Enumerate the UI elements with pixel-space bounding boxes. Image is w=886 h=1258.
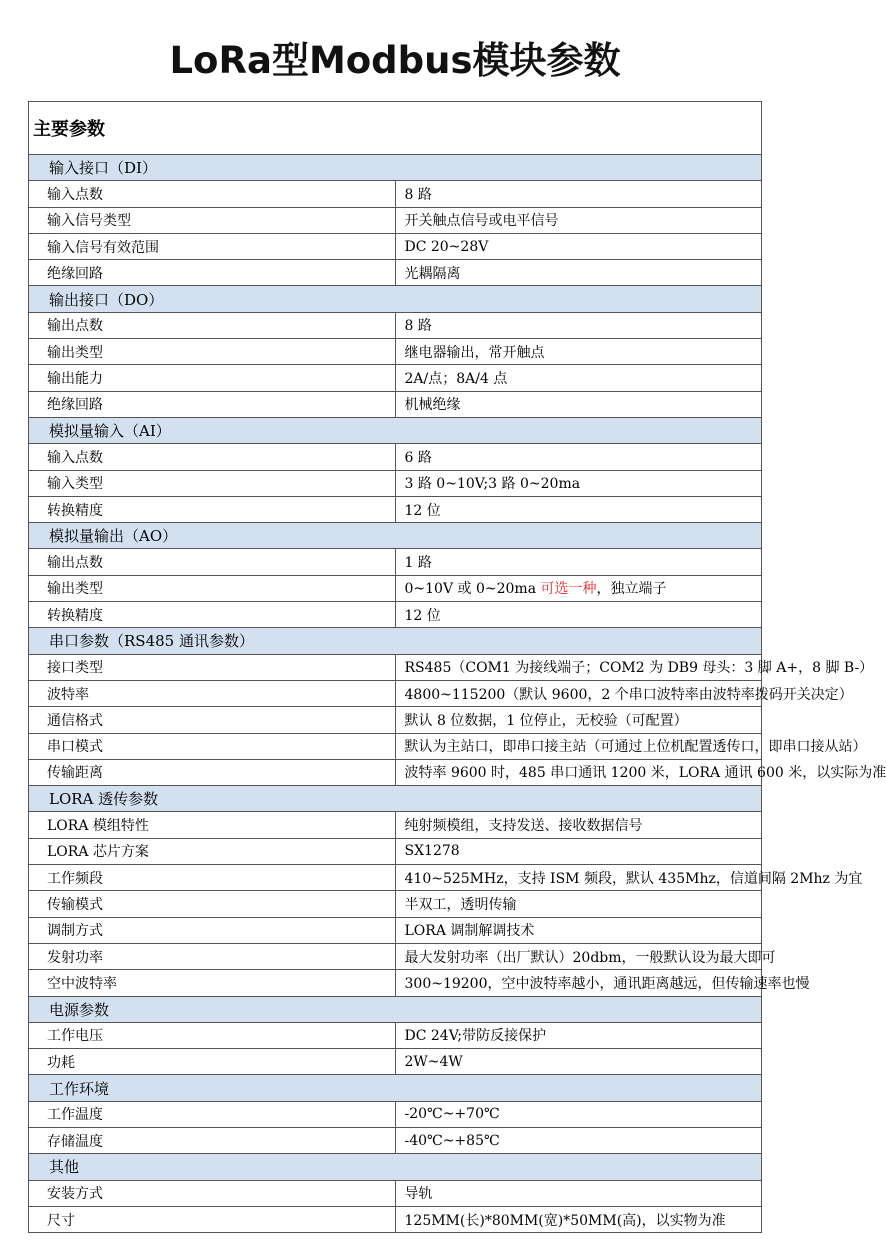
table-row <box>29 917 762 943</box>
param-value: 机械绝缘 <box>395 391 762 417</box>
table-row <box>29 1180 762 1206</box>
param-name: 输入类型 <box>29 470 396 496</box>
param-name: 空中波特率 <box>29 970 396 996</box>
table-row <box>29 680 762 706</box>
param-name: 绝缘回路 <box>29 391 396 417</box>
table-row <box>29 207 762 233</box>
param-value: 波特率 9600 时，485 串口通讯 1200 米，LORA 通讯 600 米，以实际为准 <box>395 759 762 785</box>
param-value: SX1278 <box>395 838 762 864</box>
param-value: 12 位 <box>395 496 762 522</box>
table-row <box>29 838 762 864</box>
param-name: 转换精度 <box>29 602 396 628</box>
param-name: 波特率 <box>29 680 396 706</box>
param-value: 继电器输出，常开触点 <box>395 339 762 365</box>
param-value: 125MM(长)*80MM(宽)*50MM(高)，以实物为准 <box>395 1206 762 1232</box>
param-value: -40℃~+85℃ <box>395 1127 762 1153</box>
section-header-row <box>29 286 762 312</box>
param-name: 输出点数 <box>29 549 396 575</box>
table-row <box>29 233 762 259</box>
param-value: 默认为主站口，即串口接主站（可通过上位机配置透传口，即串口接从站） <box>395 733 762 759</box>
param-name: 功耗 <box>29 1049 396 1075</box>
table-row <box>29 1206 762 1232</box>
table-row <box>29 865 762 891</box>
section-header-row <box>29 1154 762 1180</box>
param-name: 输入信号类型 <box>29 207 396 233</box>
table-row <box>29 496 762 522</box>
section-header-row <box>29 628 762 654</box>
param-value: DC 24V;带防反接保护 <box>395 1022 762 1048</box>
section-header-row <box>29 996 762 1022</box>
section-title: LORA 透传参数 <box>29 786 762 812</box>
param-value: 导轨 <box>395 1180 762 1206</box>
param-value: 12 位 <box>395 602 762 628</box>
param-value: 300~19200，空中波特率越小，通讯距离越远，但传输速率也慢 <box>395 970 762 996</box>
param-value: 1 路 <box>395 549 762 575</box>
table-row <box>29 707 762 733</box>
param-value: 2A/点；8A/4 点 <box>395 365 762 391</box>
section-header-row <box>29 155 762 181</box>
param-name: 调制方式 <box>29 917 396 943</box>
section-title: 串口参数（RS485 通讯参数） <box>29 628 762 654</box>
param-value: 410~525MHz，支持 ISM 频段，默认 435Mhz，信道间隔 2Mhz 为宜 <box>395 865 762 891</box>
param-name: 传输距离 <box>29 759 396 785</box>
param-value: -20℃~+70℃ <box>395 1101 762 1127</box>
param-value: 半双工，透明传输 <box>395 891 762 917</box>
param-name: 传输模式 <box>29 891 396 917</box>
param-name: 输出点数 <box>29 312 396 338</box>
param-value: 3 路 0~10V;3 路 0~20ma <box>395 470 762 496</box>
param-value: 光耦隔离 <box>395 260 762 286</box>
section-title: 输入接口（DI） <box>29 155 762 181</box>
param-name: 通信格式 <box>29 707 396 733</box>
param-name: 输入点数 <box>29 444 396 470</box>
param-name: 输出类型 <box>29 575 396 601</box>
param-value: 2W~4W <box>395 1049 762 1075</box>
param-value: 纯射频模组，支持发送、接收数据信号 <box>395 812 762 838</box>
table-row <box>29 1101 762 1127</box>
param-value: 4800~115200（默认 9600，2 个串口波特率由波特率拨码开关决定） <box>395 680 762 706</box>
param-value-highlight: 可选一种 <box>540 581 597 598</box>
param-name: 发射功率 <box>29 943 396 969</box>
table-row <box>29 1022 762 1048</box>
param-name: 输入点数 <box>29 181 396 207</box>
param-name: LORA 芯片方案 <box>29 838 396 864</box>
section-title: 工作环境 <box>29 1075 762 1101</box>
param-name: LORA 模组特性 <box>29 812 396 838</box>
param-name: 转换精度 <box>29 496 396 522</box>
table-row <box>29 365 762 391</box>
param-name: 工作频段 <box>29 865 396 891</box>
table-row <box>29 759 762 785</box>
table-row <box>29 943 762 969</box>
table-row <box>29 339 762 365</box>
section-header-row <box>29 786 762 812</box>
param-name: 输入信号有效范围 <box>29 233 396 259</box>
table-row <box>29 470 762 496</box>
section-header-row <box>29 1075 762 1101</box>
param-value: 默认 8 位数据，1 位停止，无校验（可配置） <box>395 707 762 733</box>
table-row <box>29 970 762 996</box>
spec-table-body <box>29 102 886 1233</box>
param-value: 最大发射功率（出厂默认）20dbm，一般默认设为最大即可 <box>395 943 762 969</box>
param-value <box>395 575 762 601</box>
param-value: LORA 调制解调技术 <box>395 917 762 943</box>
param-name: 输出能力 <box>29 365 396 391</box>
param-value: RS485（COM1 为接线端子；COM2 为 DB9 母头：3 脚 A+，8 脚 B-） <box>395 654 762 680</box>
table-row <box>29 575 762 601</box>
main-header-row <box>29 102 762 155</box>
section-title: 其他 <box>29 1154 762 1180</box>
param-value: 8 路 <box>395 181 762 207</box>
main-header: 主要参数 <box>29 102 762 155</box>
param-name: 尺寸 <box>29 1206 396 1232</box>
table-row <box>29 1127 762 1153</box>
param-value: DC 20~28V <box>395 233 762 259</box>
section-title: 模拟量输入（AI） <box>29 417 762 443</box>
param-name: 工作电压 <box>29 1022 396 1048</box>
param-name: 存储温度 <box>29 1127 396 1153</box>
table-row <box>29 891 762 917</box>
param-name: 串口模式 <box>29 733 396 759</box>
section-title: 模拟量输出（AO） <box>29 523 762 549</box>
table-row <box>29 602 762 628</box>
param-value: 8 路 <box>395 312 762 338</box>
table-row <box>29 312 762 338</box>
page-title: LoRa型Modbus模块参数 <box>169 39 621 82</box>
param-name: 绝缘回路 <box>29 260 396 286</box>
table-row <box>29 654 762 680</box>
section-header-row <box>29 417 762 443</box>
table-row <box>29 812 762 838</box>
table-row <box>29 391 762 417</box>
param-value: 开关触点信号或电平信号 <box>395 207 762 233</box>
param-value-text: 0~10V 或 0~20ma <box>404 581 537 598</box>
section-title: 输出接口（DO） <box>29 286 762 312</box>
param-name: 工作温度 <box>29 1101 396 1127</box>
param-name: 输出类型 <box>29 339 396 365</box>
section-title: 电源参数 <box>29 996 762 1022</box>
param-value-suffix: ，独立端子 <box>596 581 667 598</box>
table-row <box>29 1049 762 1075</box>
param-name: 安装方式 <box>29 1180 396 1206</box>
table-row <box>29 181 762 207</box>
table-row <box>29 549 762 575</box>
table-row <box>29 260 762 286</box>
section-header-row <box>29 523 762 549</box>
spec-table <box>28 101 886 1233</box>
param-value: 6 路 <box>395 444 762 470</box>
param-name: 接口类型 <box>29 654 396 680</box>
table-row <box>29 733 762 759</box>
table-row <box>29 444 762 470</box>
